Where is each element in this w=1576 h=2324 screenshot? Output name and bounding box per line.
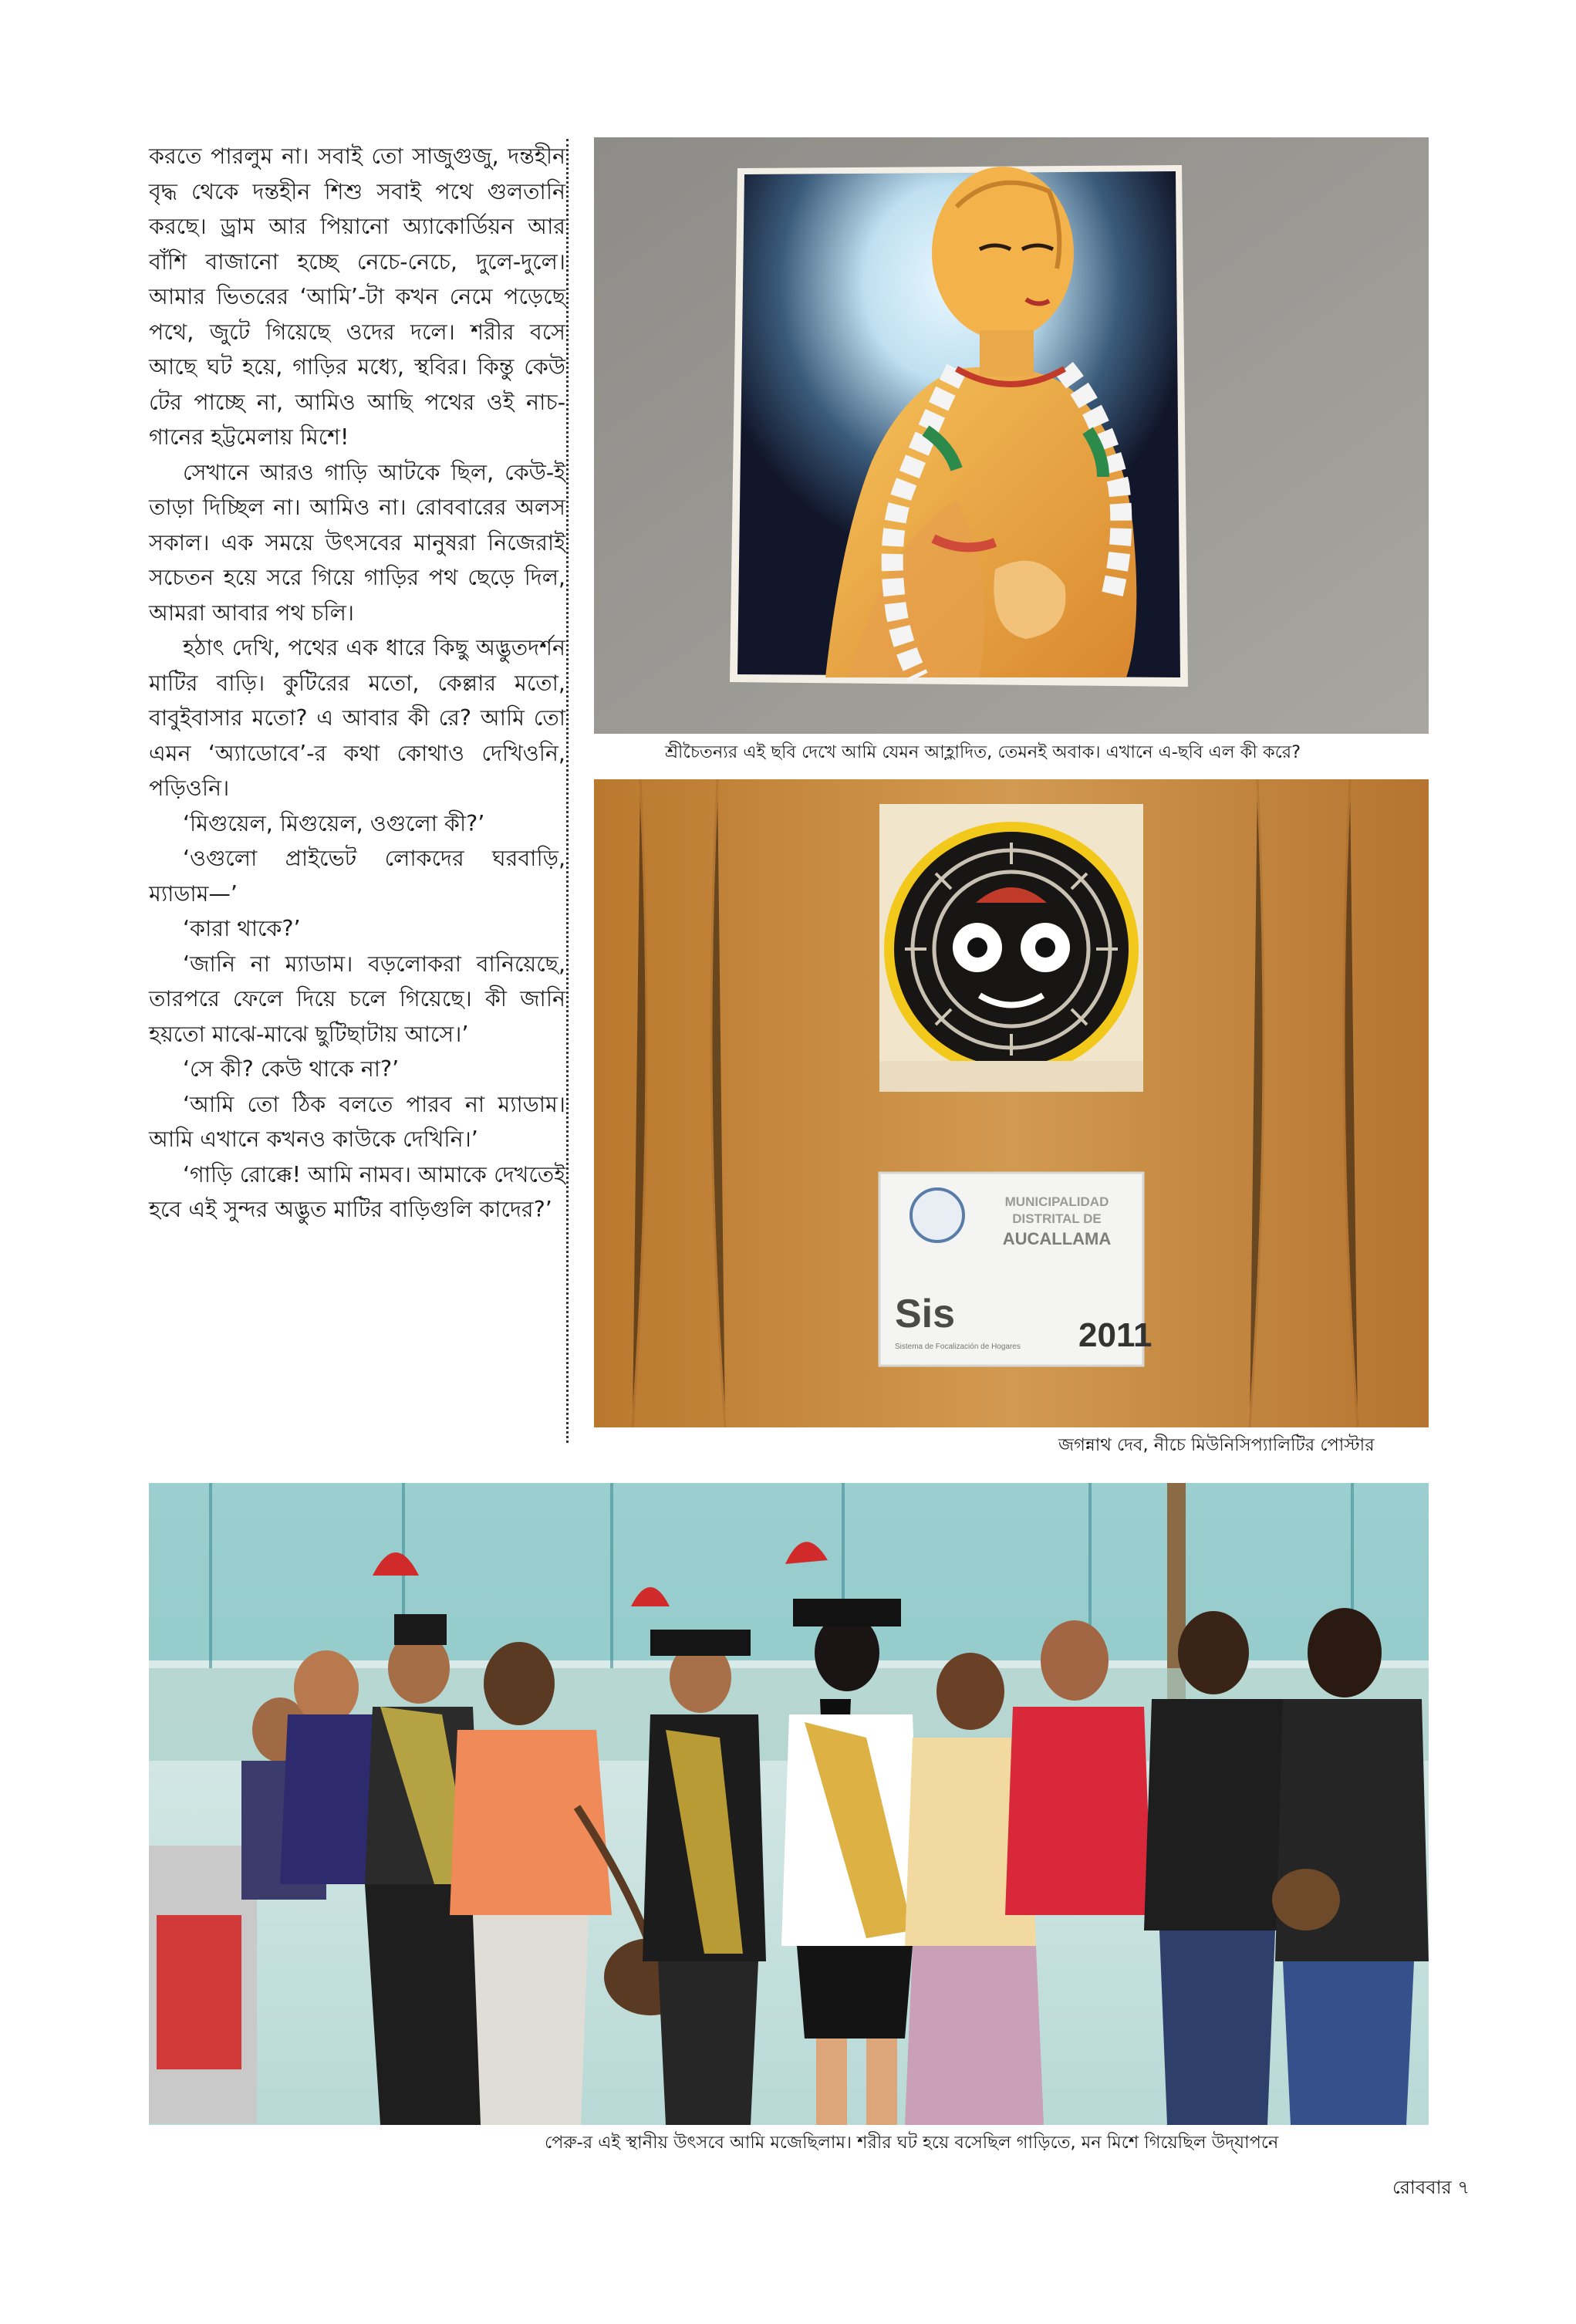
dialogue-line: ‘কারা থাকে?’ <box>183 916 301 941</box>
page-folio: রোববার ৭ <box>1392 2177 1470 2198</box>
festival-crowd-illustration <box>149 1483 1429 2125</box>
dialogue-line: ‘ওগুলো প্রাইভেট লোকদের ঘরবাড়ি, ম্যাডাম—’ <box>149 846 565 907</box>
sign-line-3: AUCALLAMA <box>1002 1229 1112 1248</box>
chaitanya-caption: শ্রীচৈতন্যর এই ছবি দেখে আমি যেমন আহ্লাদিত, তেমনই অবাক। এখানে এ-ছবি এল কী করে? <box>665 742 1301 762</box>
paragraph-1: করতে পারলুম না। সবাই তো সাজুগুজু, দন্তহীন বৃদ্ধ থেকে দন্তহীন শিশু সবাই পথে গুলতানি করছে। ড্রাম আর পিয়ানো অ্যাকোর্ডিয়ন আর বাঁশি বাজানো হচ্ছে নেচে-নেচে, দুলে-দুলে। আমার ভিতরের ‘আমি’-টা কখন নেমে পড়েছে পথে, জুটে গিয়েছে ওদের দলে। শরীর বসে আছে ঘট হয়ে, গাড়ির মধ্যে, স্থবির। কিন্তু কেউ টের পাচ্ছে না, আমিও আছি পথের ওই নাচ-গানের হট্টমেলায় মিশে! <box>149 144 565 450</box>
column-divider <box>566 139 569 1443</box>
chaitanya-painting-illustration <box>594 137 1429 734</box>
dialogue-line: ‘গাড়ি রোক্কে! আমি নামব। আমাকে দেখতেই হবে এই সুন্দর অদ্ভুত মাটির বাড়িগুলি কাদের?’ <box>149 1161 565 1222</box>
dialogue-line: ‘মিগুয়েল, মিগুয়েল, ওগুলো কী?’ <box>183 810 485 836</box>
sign-line-1: MUNICIPALIDAD <box>1004 1194 1109 1209</box>
sign-year: 2011 <box>1078 1316 1152 1354</box>
festival-caption: পেরু-র এই স্থানীয় উৎসবে আমি মজেছিলাম। শরীর ঘট হয়ে বসেছিল গাড়িতে, মন মিশে গিয়েছিল উদ্‌যাপনে <box>545 2133 1279 2153</box>
article-body <box>149 139 565 1228</box>
jagannath-caption: জগন্নাথ দেব, নীচে মিউনিসিপ্যালিটির পোস্টার <box>1058 1435 1375 1455</box>
jagannath-door-photo <box>594 779 1429 1427</box>
chaitanya-painting-photo <box>594 137 1429 734</box>
jagannath-door-illustration <box>594 779 1429 1427</box>
sign-small-text: Sistema de Focalización de Hogares <box>895 1343 1021 1351</box>
dialogue-line: ‘সে কী? কেউ থাকে না?’ <box>183 1056 400 1082</box>
dialogue-line: ‘আমি তো ঠিক বলতে পারব না ম্যাডাম। আমি এখানে কখনও কাউকে দেখিনি।’ <box>149 1091 565 1152</box>
dialogue-line: ‘জানি না ম্যাডাম। বড়লোকরা বানিয়েছে, তারপরে ফেলে দিয়ে চলে গিয়েছে। কী জানি হয়তো মাঝে-মাঝে ছুটিছাটায় আসে।’ <box>149 951 565 1047</box>
sign-line-2: DISTRITAL DE <box>1012 1211 1102 1226</box>
festival-crowd-photo <box>149 1483 1429 2125</box>
paragraph-2: সেখানে আরও গাড়ি আটকে ছিল, কেউ-ই তাড়া দিচ্ছিল না। আমিও না। রোববারের অলস সকাল। এক সময়ে উৎসবের মানুষরা নিজেরাই সচেতন হয়ে সরে গিয়ে গাড়ির পথ ছেড়ে দিল, আমরা আবার পথ চলি। <box>149 459 565 626</box>
sign-logo: Sis <box>895 1292 956 1336</box>
paragraph-3: হঠাৎ দেখি, পথের এক ধারে কিছু অদ্ভুতদর্শন মাটির বাড়ি। কুটিরের মতো, কেল্লার মতো, বাবুইবাসার মতো? এ আবার কী রে? আমি তো এমন ‘অ্যাডোবে’-র কথা কোথাও দেখিওনি, পড়িওনি। <box>149 635 565 801</box>
